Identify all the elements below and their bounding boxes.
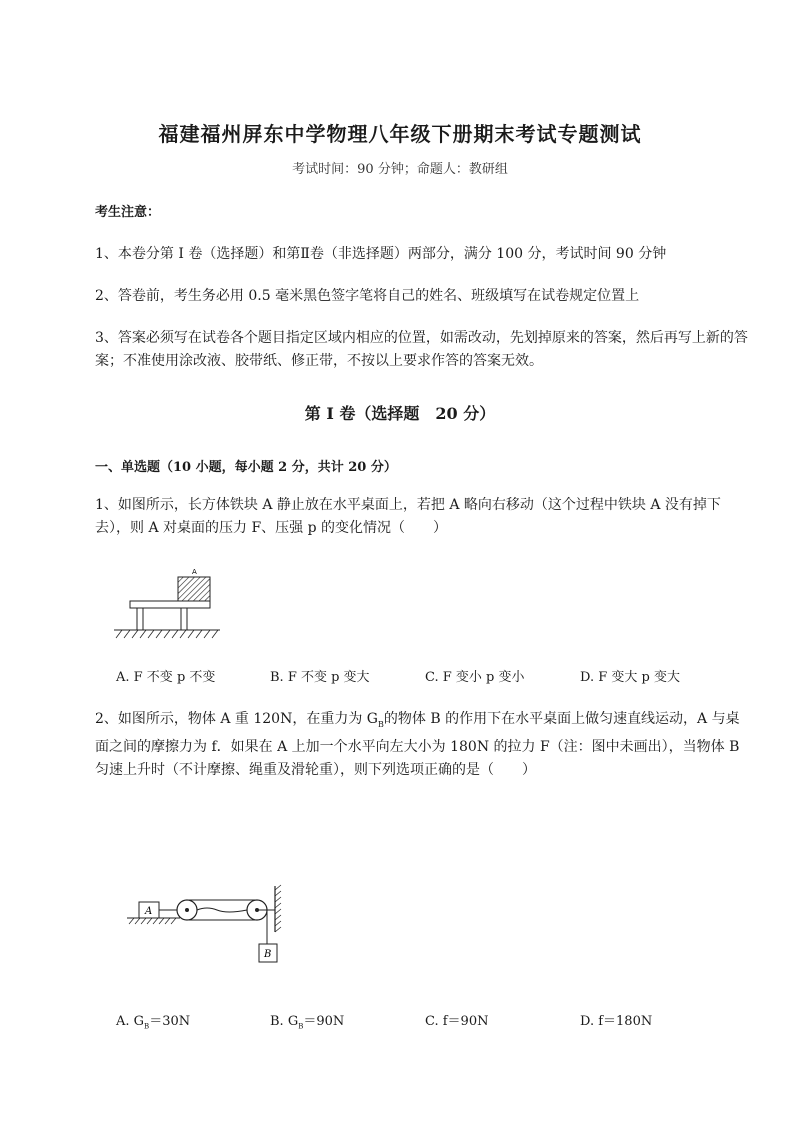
option-d-prefix: D. f＝180N: [580, 1014, 653, 1029]
question-2-option-d: [580, 1010, 652, 1029]
option-a-prefix: A. G: [116, 1014, 145, 1029]
question-2-option-c: [425, 1010, 488, 1029]
question-2-stem: [95, 708, 750, 782]
block-a-label: A: [192, 568, 197, 576]
section-title: 第 I 卷（选择题 20 分）: [304, 404, 496, 423]
question-2-stem-subscript: B: [377, 719, 384, 729]
option-a-sub: B: [144, 1022, 150, 1031]
option-b-suffix: ＝90N: [303, 1014, 345, 1029]
table-leg-left: [137, 608, 143, 630]
notice-heading: 考生注意：: [95, 205, 161, 220]
rope-middle: [197, 908, 247, 912]
block-b-label: B: [264, 949, 272, 960]
block-a-label: A: [145, 906, 153, 917]
block-a: [178, 577, 210, 601]
question-2-figure: [125, 882, 295, 972]
exam-subtitle: 考试时间：90 分钟；命题人：教研组: [292, 162, 508, 177]
notice-item-2: 2、答卷前，考生务必用 0.5 毫米黑色签字笔将自己的姓名、班级填写在试卷规定位置上: [95, 288, 640, 304]
question-2-stem-part-2: 的物体 B 的作用下在水平桌面上做匀速直线运动，A 与桌面之间的摩擦力为 f．如果在 A 上加一个水平向左大小为 180N 的拉力 F（注：图中未画出），当物体 B 匀速上升时（不计摩擦、绳重及滑轮重），则下列选项正确的是（ ）: [95, 711, 740, 778]
option-c-prefix: C. f＝90N: [425, 1014, 489, 1029]
question-2-stem-part-1: 2、如图所示，物体 A 重 120N，在重力为 G: [95, 711, 378, 727]
page-title: 福建福州屏东中学物理八年级下册期末考试专题测试: [158, 122, 642, 146]
option-b-sub: B: [298, 1022, 304, 1031]
table-leg-right: [181, 608, 187, 630]
question-1-option-a: A. F 不变 p 不变: [116, 670, 216, 685]
question-2-option-b: [270, 1010, 344, 1031]
notice-item-3: 3、答案必须写在试卷各个题目指定区域内相应的位置，如需改动，先划掉原来的答案，然后再写上新的答案；不准使用涂改液、胶带纸、修正带，不按以上要求作答的答案无效。: [95, 330, 748, 369]
question-1-option-b: B. F 不变 p 变大: [270, 670, 370, 685]
option-a-suffix: ＝30N: [149, 1014, 191, 1029]
question-1-stem: 1、如图所示，长方体铁块 A 静止放在水平桌面上，若把 A 略向右移动（这个过程中铁块 A 没有掉下去），则 A 对桌面的压力 F、压强 p 的变化情况（ ）: [95, 497, 721, 536]
floor-hatch: [116, 630, 218, 638]
table-hatch: [129, 918, 176, 924]
question-2-option-a: [116, 1010, 190, 1031]
wall-hatch: [275, 885, 281, 932]
table-top: [130, 601, 210, 608]
question-1-option-c: C. F 变小 p 变小: [425, 670, 525, 685]
option-b-prefix: B. G: [270, 1014, 299, 1029]
notice-item-1: 1、本卷分第 I 卷（选择题）和第Ⅱ卷（非选择题）两部分，满分 100 分，考试时间 90 分钟: [95, 246, 667, 262]
question-1-figure: [110, 565, 225, 640]
question-1-option-d: D. F 变大 p 变大: [580, 670, 680, 685]
part-heading: 一、单选题（10 小题，每小题 2 分，共计 20 分）: [95, 460, 397, 475]
